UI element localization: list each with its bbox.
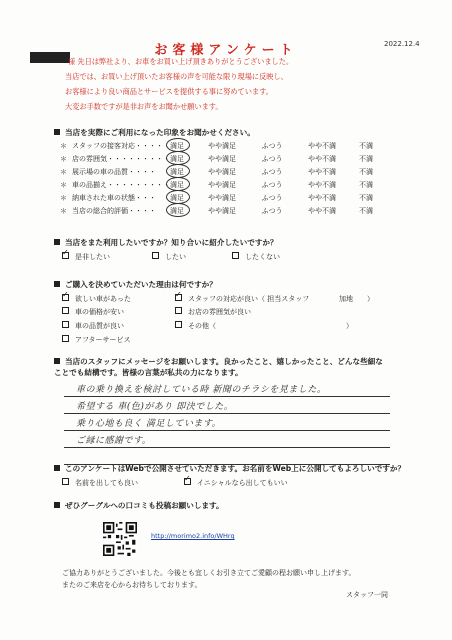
rating-option[interactable]: やや不満 [308, 168, 336, 176]
option-label: スタッフの対応が良い（ 担当スタッフ [188, 295, 310, 303]
q4-question [54, 356, 383, 378]
option-label: その他（ [188, 322, 216, 330]
q5-option-2[interactable] [184, 478, 288, 488]
rating-row-label: 店の雰囲気・・・・・・・・・ [72, 155, 170, 163]
q3-option-5[interactable] [62, 321, 124, 331]
asterisk-icon: ＊ [60, 142, 67, 150]
selected-circle-mark [166, 203, 190, 217]
checkbox[interactable] [62, 478, 69, 485]
bullet-square-icon [54, 239, 60, 245]
option-label: アフターサービス [75, 336, 131, 344]
asterisk-icon: ＊ [60, 181, 67, 189]
bullet-square-icon [54, 465, 60, 471]
q5-option-1[interactable] [62, 478, 138, 488]
selected-circle-mark [166, 177, 190, 191]
qr-code-icon[interactable] [103, 522, 137, 556]
rating-option[interactable]: 満足 [170, 168, 184, 176]
q1-question [54, 127, 255, 138]
rating-option[interactable]: やや不満 [308, 142, 336, 150]
rating-option[interactable]: やや満足 [208, 155, 236, 163]
checkbox[interactable] [175, 321, 182, 328]
option-label: したくない [245, 253, 280, 261]
q2-option-2[interactable] [152, 252, 186, 262]
rating-option[interactable]: 満足 [170, 142, 184, 150]
rating-option[interactable]: ふつう [261, 155, 283, 163]
message-line [64, 431, 390, 448]
q3-option-1[interactable] [62, 294, 131, 304]
q3-option-3[interactable] [62, 307, 124, 317]
rating-option[interactable]: やや満足 [208, 207, 236, 215]
selected-circle-mark [166, 138, 190, 152]
intro-line: 大変お手数ですが是非お声をお聞かせ願います。 [65, 102, 223, 111]
checkbox[interactable] [232, 252, 239, 259]
asterisk-icon: ＊ [60, 155, 67, 163]
intro-line: お客様により良い商品とサービスを提供する事に努めています。 [65, 87, 273, 96]
rating-option[interactable]: やや不満 [308, 155, 336, 163]
q3-question [54, 279, 217, 290]
checkbox[interactable] [62, 335, 69, 342]
q2-question-text: 当店をまた利用したいですか？知り合いに紹介したいですか？ [65, 238, 278, 247]
checkbox[interactable] [62, 294, 69, 301]
q6-question-text: ぜひグーグルへの口コミも投稿お願いします。 [65, 501, 224, 510]
option-label: 車の価格が安い [75, 308, 124, 316]
q2-question [54, 237, 278, 248]
option-label: 欲しい車があった [75, 295, 131, 303]
handwritten-text: 車の乗り換えを検討している時 新聞のチラシを見ました。 [76, 385, 327, 395]
message-area[interactable] [64, 380, 390, 465]
message-line [64, 380, 390, 397]
message-line [64, 397, 390, 414]
rating-row [0, 206, 452, 219]
checkbox[interactable] [152, 252, 159, 259]
rating-option[interactable]: 満足 [170, 207, 184, 215]
rating-option[interactable]: ふつう [261, 142, 283, 150]
intro-line: 当店では、お買い上げ頂いたお客様の声を可能な限り現場に反映し、 [65, 72, 288, 81]
handwritten-text: 乗り心地も良く 満足しています。 [76, 419, 222, 429]
asterisk-icon: ＊ [60, 168, 67, 176]
checkbox[interactable] [62, 307, 69, 314]
rating-option[interactable]: 不満 [359, 207, 373, 215]
selected-circle-mark [166, 151, 190, 165]
asterisk-icon: ＊ [60, 207, 67, 215]
checkbox[interactable] [184, 478, 191, 485]
rating-option[interactable]: 不満 [359, 181, 373, 189]
rating-option[interactable]: 不満 [359, 168, 373, 176]
survey-date: 2022.12.4 [384, 40, 420, 48]
survey-title: お客様アンケート [154, 43, 298, 58]
asterisk-icon: ＊ [60, 194, 67, 202]
option-label: 名前を出しても良い [75, 479, 138, 487]
rating-option[interactable]: やや不満 [308, 181, 336, 189]
q4-question-text-2: ことでも結構です。皆様の言葉が私共の力になります。 [54, 368, 243, 377]
thanks-line: またのご来店を心からお待ちしております。 [62, 581, 202, 589]
rating-row [0, 167, 452, 180]
rating-option[interactable]: やや満足 [208, 181, 236, 189]
thanks-message [62, 567, 355, 591]
rating-row-label: 車の品揃え・・・・・・・・・ [72, 181, 170, 189]
checkbox[interactable] [175, 307, 182, 314]
option-label: お店の雰囲気が良い [188, 308, 251, 316]
rating-row [0, 154, 452, 167]
close-paren: ） [346, 322, 353, 330]
q3-option-6[interactable] [175, 321, 216, 331]
rating-option[interactable]: 満足 [170, 194, 184, 202]
intro-text [65, 54, 294, 114]
rating-option[interactable]: やや満足 [208, 168, 236, 176]
handwritten-text: 希望する 車(色)があり 即決でした。 [76, 402, 234, 412]
q6-question [54, 500, 224, 511]
rating-row [0, 141, 452, 154]
rating-option[interactable]: ふつう [261, 168, 283, 176]
rating-row-label: 当店の総合的評価・・・・ [72, 207, 156, 215]
rating-row-label: 納車された車の状態・・・ [72, 194, 156, 202]
bullet-square-icon [54, 129, 60, 135]
bullet-square-icon [54, 358, 60, 364]
redacted-name [30, 52, 70, 63]
checkbox[interactable] [62, 321, 69, 328]
rating-option[interactable]: やや不満 [308, 194, 336, 202]
rating-option[interactable]: やや不満 [308, 207, 336, 215]
selected-circle-mark [166, 164, 190, 178]
rating-option[interactable]: やや満足 [208, 194, 236, 202]
bullet-square-icon [54, 502, 60, 508]
option-label: したい [165, 253, 186, 261]
q5-question [54, 463, 405, 474]
rating-option[interactable]: 不満 [359, 194, 373, 202]
staff-name-handwritten: 加地 [339, 295, 353, 303]
handwritten-text: ご縁に感謝です。 [76, 436, 152, 446]
review-link[interactable]: http://morimo2.info/WHrg [151, 532, 235, 540]
q2-option-3[interactable] [232, 252, 280, 262]
q3-option-4[interactable] [175, 307, 251, 317]
option-label: 是非したい [75, 253, 110, 261]
intro-line: 様 先日は弊社より、お車をお買い上げ頂きありがとうございました。 [68, 57, 294, 66]
rating-option[interactable]: ふつう [261, 194, 283, 202]
checkbox[interactable] [175, 294, 182, 301]
selected-circle-mark [166, 190, 190, 204]
q3-option-2[interactable] [175, 294, 309, 304]
q4-question-text: 当店のスタッフにメッセージをお願いします。良かったこと、嬉しかったこと、どんな些細な [65, 357, 383, 366]
option-label: 車の品質が良い [75, 322, 124, 330]
option-label: イニシャルなら出してもいい [197, 479, 288, 487]
q3-question-text: ご購入を決めていただいた理由は何ですか？ [65, 280, 217, 289]
rating-option[interactable]: やや満足 [208, 142, 236, 150]
rating-option[interactable]: ふつう [261, 181, 283, 189]
checkbox[interactable] [62, 252, 69, 259]
rating-row [0, 180, 452, 193]
q1-question-text: 当店を実際にご利用になった印象をお聞かせください。 [65, 128, 255, 137]
close-paren: ） [367, 295, 374, 303]
rating-row-label: 展示場の車の品質・・・・ [72, 168, 156, 176]
message-line [64, 414, 390, 431]
rating-option[interactable]: 不満 [359, 142, 373, 150]
q2-option-1[interactable] [62, 252, 110, 262]
rating-row-label: スタッフの接客対応・・・・ [72, 142, 163, 150]
bullet-square-icon [54, 281, 60, 287]
rating-option[interactable]: ふつう [261, 207, 283, 215]
q3-option-7[interactable] [62, 335, 131, 345]
rating-option[interactable]: 不満 [359, 155, 373, 163]
rating-row [0, 193, 452, 206]
q5-question-text: このアンケートはWebで公開させていただきます。お名前をWeb上に公開してもよろしいですか？ [65, 464, 406, 473]
thanks-line: ご協力ありがとうございました。今後とも宜しくお引き立てご愛顧の程お願い申し上げます。 [62, 569, 356, 577]
signature: スタッフ一同 [346, 591, 388, 599]
rating-option[interactable]: 満足 [170, 155, 184, 163]
rating-option[interactable]: 満足 [170, 181, 184, 189]
